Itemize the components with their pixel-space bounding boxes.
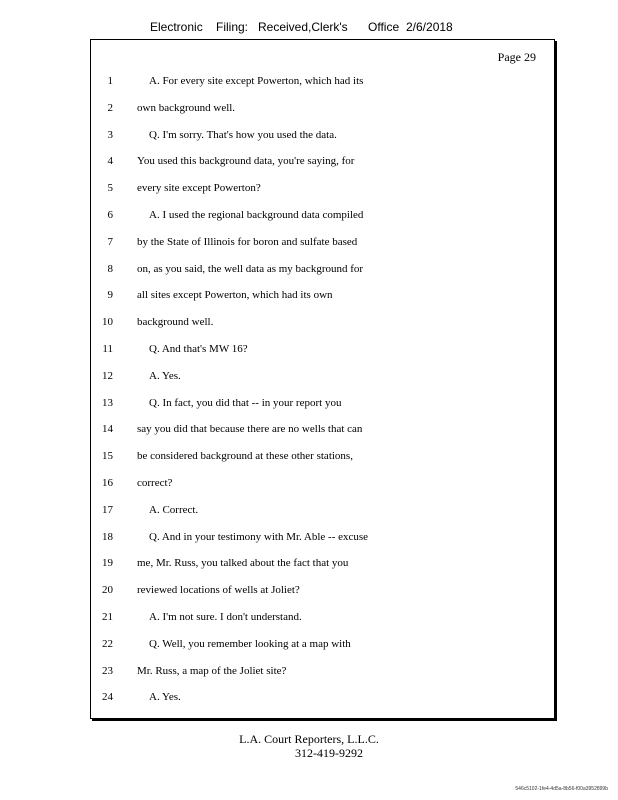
- line-number: 1: [107, 75, 113, 87]
- header-date: 2/6/2018: [406, 20, 453, 34]
- transcript-line: [91, 450, 554, 477]
- line-number: 24: [102, 691, 113, 704]
- transcript-line: [91, 423, 554, 450]
- transcript-line: [91, 477, 554, 504]
- line-number: 3: [107, 128, 113, 141]
- transcript-line: [91, 155, 554, 182]
- transcript-line: [91, 316, 554, 343]
- line-text: Q. I'm sorry. That's how you used the data.: [149, 128, 337, 141]
- transcript-line: [91, 584, 554, 611]
- page-number: Page 29: [497, 50, 536, 64]
- transcript-line: [91, 209, 554, 236]
- line-text: A. Correct.: [149, 503, 199, 516]
- transcript-line: [91, 182, 554, 209]
- line-text: background well.: [137, 316, 214, 329]
- line-text: on, as you said, the well data as my background for: [137, 262, 364, 275]
- reporter-company: L.A. Court Reporters, L.L.C.: [239, 732, 379, 746]
- transcript-line: [91, 397, 554, 424]
- line-number: 22: [102, 637, 113, 650]
- line-number: 17: [102, 503, 113, 516]
- line-text: Q. And that's MW 16?: [149, 342, 248, 355]
- line-text: Mr. Russ, a map of the Joliet site?: [137, 664, 287, 677]
- transcript-line: [91, 370, 554, 397]
- line-number: 8: [107, 262, 113, 275]
- line-number: 16: [102, 476, 113, 489]
- line-text: A. Yes.: [149, 369, 181, 382]
- line-text: reviewed locations of wells at Joliet?: [137, 584, 300, 597]
- line-number: 13: [102, 396, 113, 409]
- line-text: A. I'm not sure. I don't understand.: [149, 610, 302, 623]
- reporter-phone: 312-419-9292: [295, 746, 363, 760]
- line-number: 10: [102, 316, 113, 329]
- line-number: 23: [102, 664, 113, 677]
- line-text: by the State of Illinois for boron and sulfate based: [137, 235, 358, 248]
- line-number: 11: [102, 342, 113, 355]
- line-number: 6: [107, 208, 113, 221]
- filing-header: [0, 20, 618, 36]
- transcript-line: [91, 75, 554, 102]
- transcript-line: [91, 263, 554, 290]
- transcript-line: [91, 557, 554, 584]
- transcript-line: [91, 129, 554, 156]
- line-text: every site except Powerton?: [137, 182, 261, 195]
- transcript-line: [91, 665, 554, 692]
- line-number: 4: [107, 155, 113, 168]
- transcript-page: [90, 39, 555, 719]
- transcript-line: [91, 236, 554, 263]
- line-text: correct?: [137, 476, 173, 489]
- line-text: be considered background at these other stations,: [137, 450, 353, 463]
- line-text: say you did that because there are no wells that can: [137, 423, 363, 436]
- line-text: A. For every site except Powerton, which had its: [149, 75, 364, 87]
- line-number: 14: [102, 423, 113, 436]
- line-number: 20: [102, 584, 113, 597]
- line-text: all sites except Powerton, which had its own: [137, 289, 333, 302]
- line-text: Q. In fact, you did that -- in your report you: [149, 396, 342, 409]
- header-word-filing: Filing:: [216, 20, 249, 34]
- line-number: 12: [102, 369, 113, 382]
- line-number: 2: [107, 101, 113, 114]
- header-word-office: Office: [368, 20, 400, 34]
- reporter-footer: [0, 732, 618, 760]
- line-text: Q. And in your testimony with Mr. Able -- excuse: [149, 530, 369, 543]
- transcript-line: [91, 531, 554, 558]
- line-text: A. I used the regional background data compiled: [149, 208, 364, 221]
- line-text: Q. Well, you remember looking at a map with: [149, 637, 351, 650]
- line-number: 18: [102, 530, 113, 543]
- transcript-line: [91, 638, 554, 665]
- transcript-line: [91, 691, 554, 718]
- line-number: 15: [102, 450, 113, 463]
- line-number: 7: [107, 235, 113, 248]
- transcript-line: [91, 611, 554, 638]
- transcript-line: [91, 343, 554, 370]
- header-word-electronic: Electronic: [150, 20, 203, 34]
- transcript-line: [91, 504, 554, 531]
- line-number: 21: [102, 610, 113, 623]
- line-text: me, Mr. Russ, you talked about the fact that you: [137, 557, 349, 570]
- line-number: 19: [102, 557, 113, 570]
- line-text: A. Yes.: [149, 691, 181, 704]
- line-number: 9: [107, 289, 113, 302]
- document-id: 546c5102-1fe4-4d5a-8b56-f00a3952899b: [515, 786, 608, 792]
- line-text: own background well.: [137, 101, 236, 114]
- transcript-line: [91, 289, 554, 316]
- line-number: 5: [107, 182, 113, 195]
- transcript-line: [91, 102, 554, 129]
- line-text: You used this background data, you're saying, for: [137, 155, 355, 168]
- header-word-received: Received,Clerk's: [258, 20, 348, 34]
- transcript-lines: [91, 75, 554, 718]
